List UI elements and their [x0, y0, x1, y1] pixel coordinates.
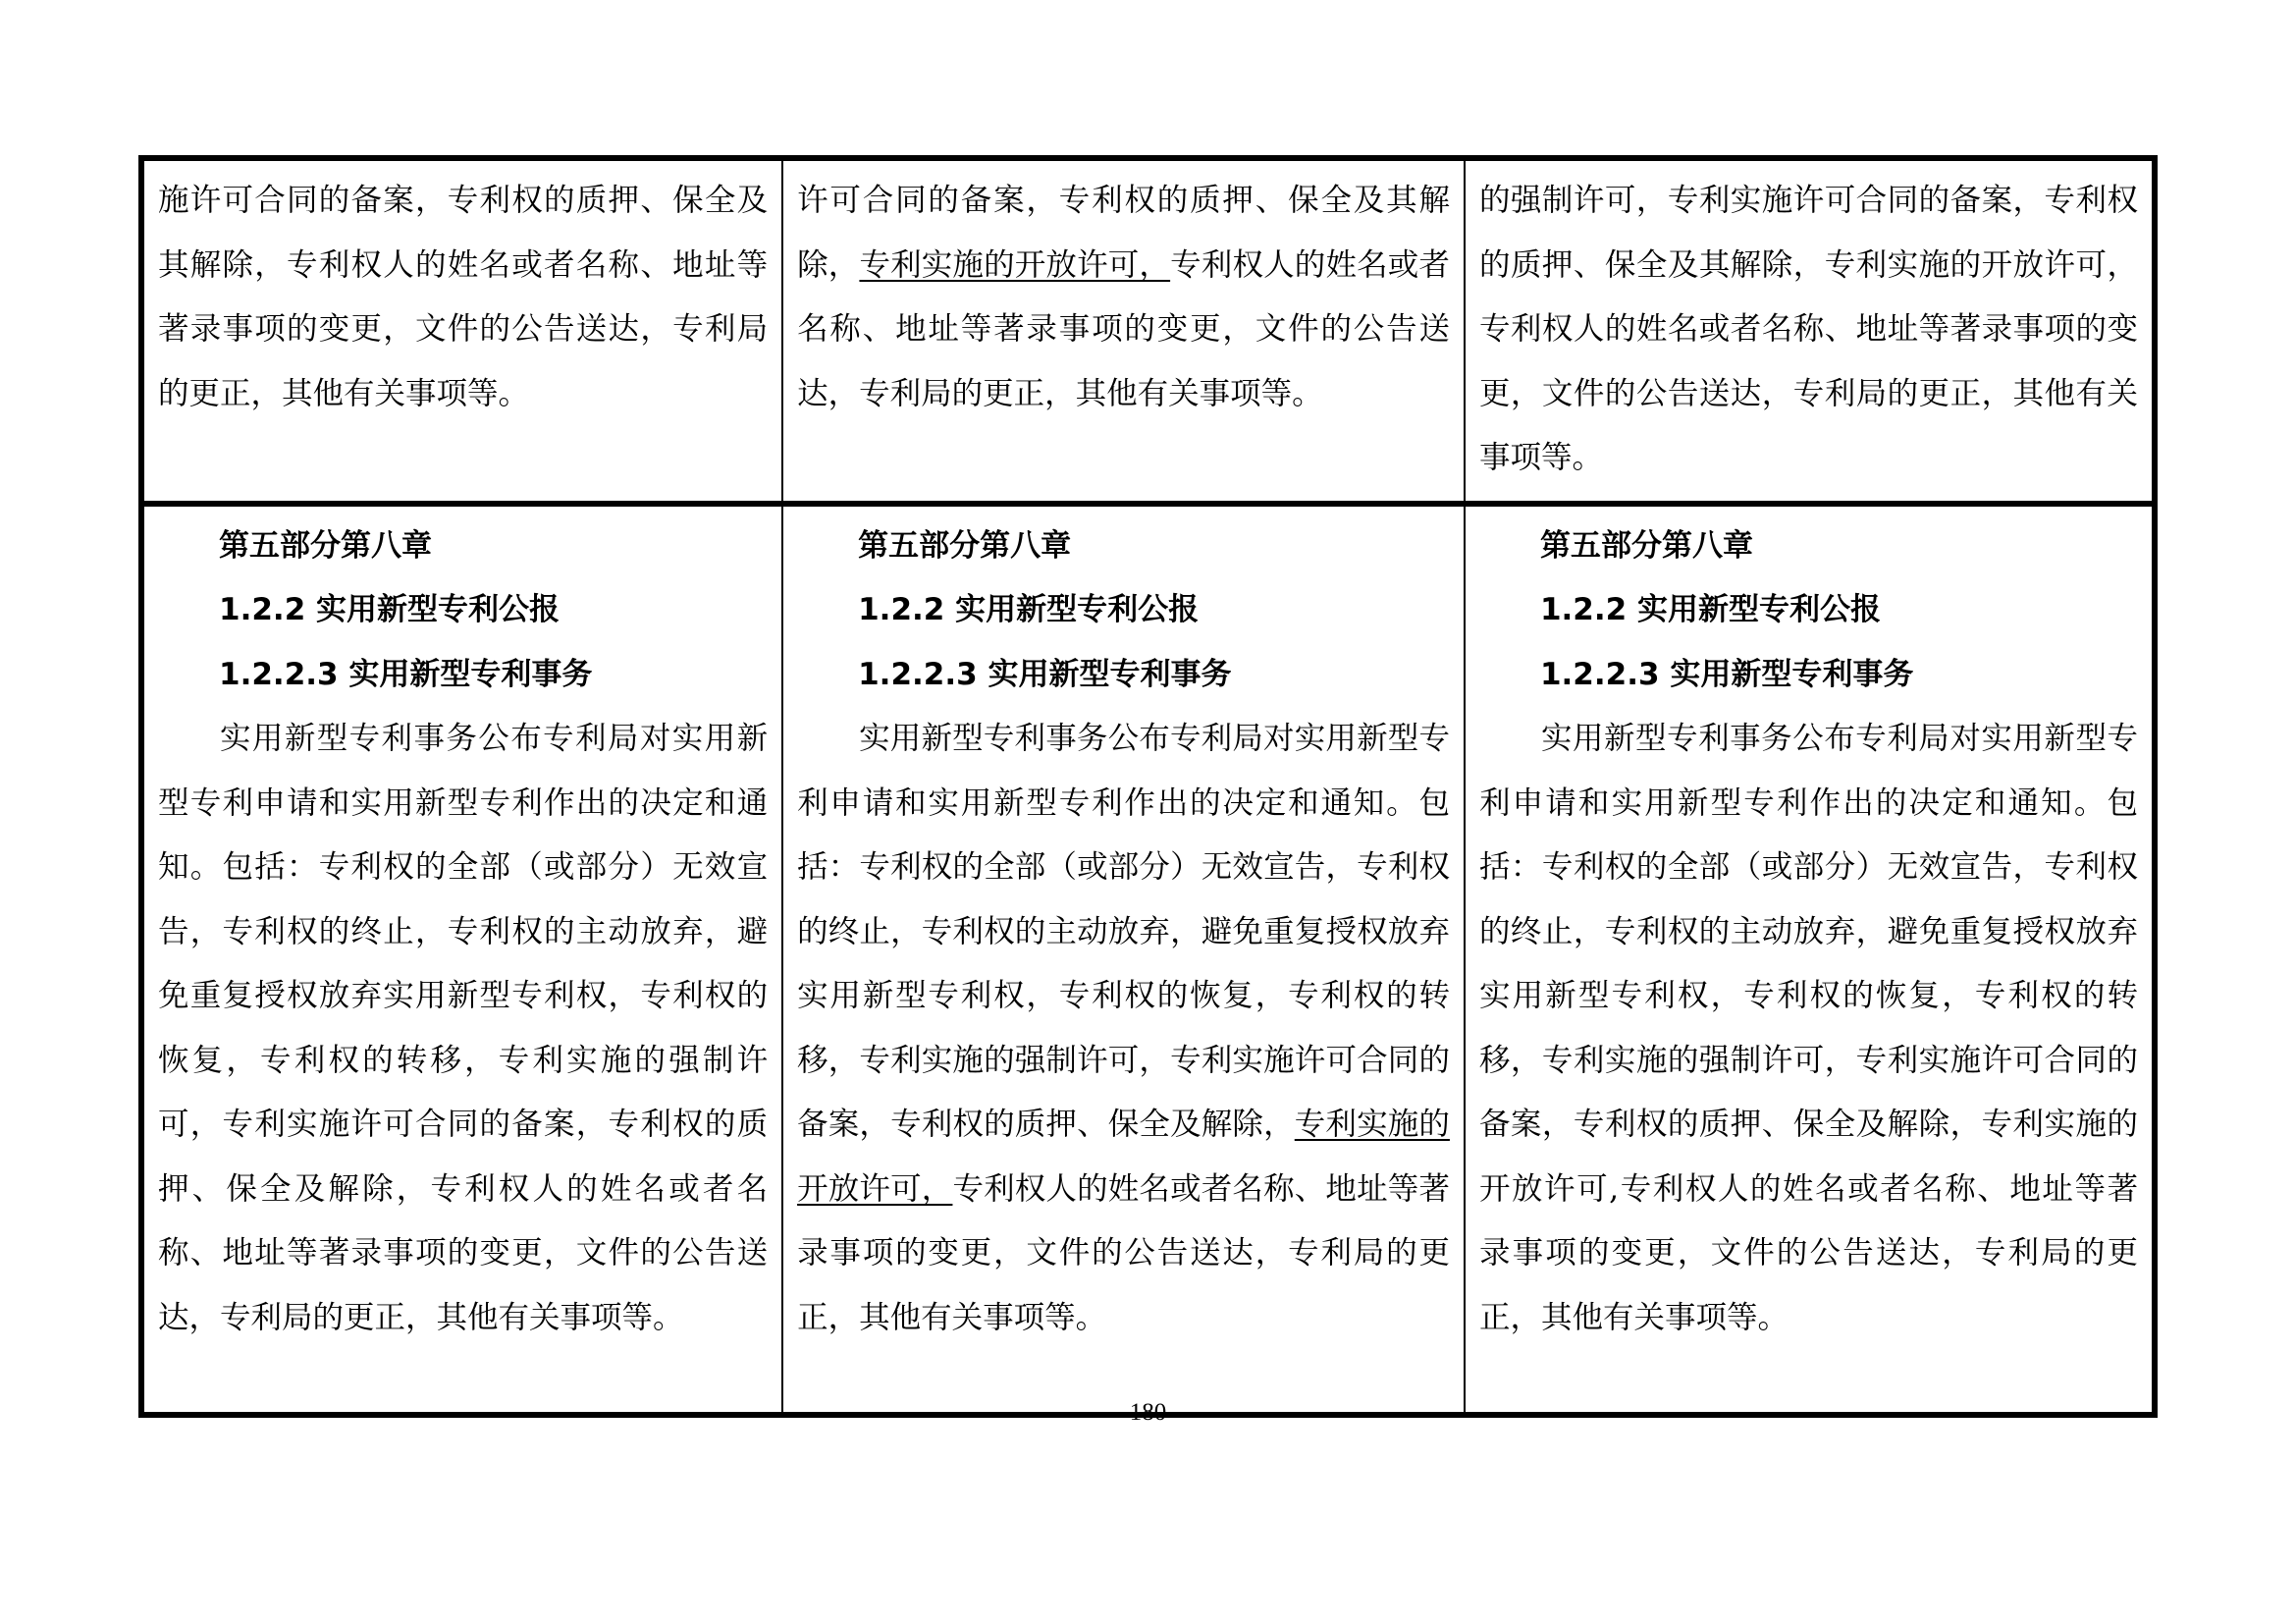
heading-part: 第五部分第八章 [858, 527, 1072, 564]
cell-text: 实用新型专利事务公布专利局对实用新型专利申请和实用新型专利作出的决定和通知。包括：专利权的全部（或部分）无效宣告，专利权的终止，专利权的主动放弃，避免重复授权放弃实用新型专利权，专利权的恢复，专利权的转移，专利实施的强制许可，专利实施许可合同的备案，专利权的质押、保全及解除，专利实施的开放许可,专利权人的姓名或者名称、地址等著录事项的变更，文件的公告送达，专利局的更正，其他有关事项等。 [1478, 721, 2138, 1335]
table-row [141, 158, 2155, 504]
table-cell-draft [782, 158, 1465, 504]
underlined-revision: 专利实施的开放许可， [859, 246, 1171, 283]
text-segment: 专利权人的姓名或者名称、地址等著录事项的变更，文件的公告送达，专利局的更正，其他有关事项等。 [797, 246, 1450, 411]
table-cell-original [141, 158, 782, 504]
underlined-revision: 专利实施的开放许可， [797, 1107, 1450, 1207]
text-segment: 许可合同的备案，专利权的质押、保全及其解除， [797, 183, 1450, 283]
table-row [141, 504, 2155, 1415]
text-segment: 实用新型专利事务公布专利局对实用新型专利申请和实用新型专利作出的决定和通知。包括：专利权的全部（或部分）无效宣告，专利权的终止，专利权的主动放弃，避免重复授权放弃实用新型专利权，专利权的恢复，专利权的转移，专利实施的强制许可，专利实施许可合同的备案，专利权的质押、保全及解除， [797, 721, 1450, 1142]
table-cell-draft [782, 504, 1465, 1415]
heading-subsection: 1.2.2.3 实用新型专利事务 [219, 656, 593, 692]
table-cell-revised [1465, 158, 2155, 504]
text-segment: 专利权人的姓名或者名称、地址等著录事项的变更，文件的公告送达，专利局的更正，其他有关事项等。 [797, 1170, 1450, 1335]
table-cell-revised [1465, 504, 2155, 1415]
heading-section: 1.2.2 实用新型专利公报 [858, 592, 1200, 627]
cell-text: 实用新型专利事务公布专利局对实用新型专利申请和实用新型专利作出的决定和通知。包括：专利权的全部（或部分）无效宣告，专利权的终止，专利权的主动放弃，避免重复授权放弃实用新型专利权，专利权的恢复，专利权的转移，专利实施的强制许可，专利实施许可合同的备案，专利权的质押、保全及解除，专利权人的姓名或者名称、地址等著录事项的变更，文件的公告送达，专利局的更正，其他有关事项等。 [158, 721, 769, 1335]
page-number: 180 [1129, 1399, 1167, 1426]
heading-section: 1.2.2 实用新型专利公报 [219, 592, 561, 627]
comparison-table [138, 155, 2158, 1418]
cell-text [797, 169, 1450, 426]
cell-text [797, 707, 1450, 1350]
heading-part: 第五部分第八章 [1539, 527, 1753, 564]
heading-subsection: 1.2.2.3 实用新型专利事务 [1539, 656, 1914, 692]
heading-part: 第五部分第八章 [219, 527, 432, 564]
heading-subsection: 1.2.2.3 实用新型专利事务 [858, 656, 1232, 692]
heading-section: 1.2.2 实用新型专利公报 [1539, 592, 1882, 627]
table-cell-original [141, 504, 782, 1415]
cell-text: 施许可合同的备案，专利权的质押、保全及其解除，专利权人的姓名或者名称、地址等著录事项的变更，文件的公告送达，专利局的更正，其他有关事项等。 [158, 183, 769, 411]
cell-text: 的强制许可，专利实施许可合同的备案，专利权的质押、保全及其解除，专利实施的开放许可，专利权人的姓名或者名称、地址等著录事项的变更，文件的公告送达，专利局的更正，其他有关事项等。 [1478, 183, 2138, 475]
